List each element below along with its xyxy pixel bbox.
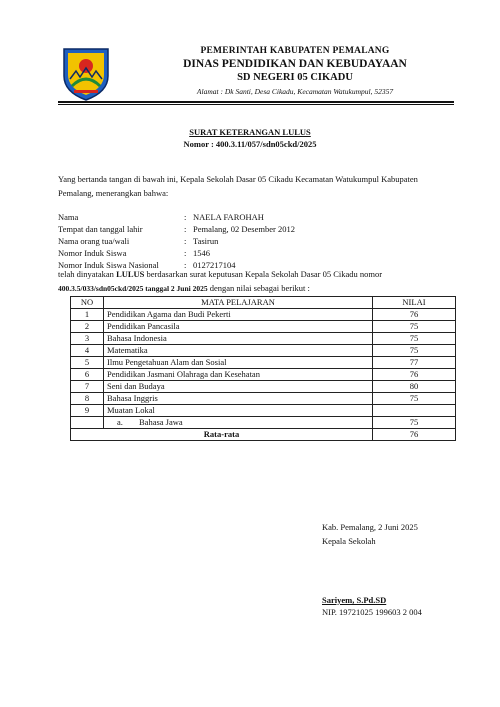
row-subject: Pendidikan Jasmani Olahraga dan Kesehatan bbox=[104, 369, 373, 381]
letterhead-rule-thick bbox=[58, 101, 454, 103]
identity-row-nis bbox=[58, 247, 295, 259]
row-score: 75 bbox=[373, 333, 456, 345]
signature-position: Kepala Sekolah bbox=[322, 536, 376, 546]
row-subject: Ilmu Pengetahuan Alam dan Sosial bbox=[104, 357, 373, 369]
row-score: 77 bbox=[373, 357, 456, 369]
identity-label: Nama orang tua/wali bbox=[58, 236, 130, 246]
row-no: 2 bbox=[71, 321, 104, 333]
sub-subject: Bahasa Jawa bbox=[139, 417, 183, 427]
letterhead-address: Alamat : Dk Santi, Desa Cikadu, Kecamatan Watukumpul, 52357 bbox=[196, 87, 394, 96]
signature-name: Sariyem, S.Pd.SD bbox=[322, 595, 387, 605]
identity-label: Nomor Induk Siswa bbox=[58, 248, 127, 258]
identity-list bbox=[58, 211, 295, 271]
identity-value: 1546 bbox=[193, 248, 210, 258]
row-no: 9 bbox=[71, 405, 104, 417]
letterhead-rule-thin bbox=[58, 104, 454, 105]
table-row bbox=[71, 309, 456, 321]
row-subject: Bahasa Inggris bbox=[104, 393, 373, 405]
document-number: Nomor : 400.3.11/057/sdn05ckd/2025 bbox=[183, 139, 317, 149]
row-subject: Bahasa Indonesia bbox=[104, 333, 373, 345]
identity-colon: : bbox=[184, 236, 187, 246]
identity-row-name bbox=[58, 211, 295, 223]
row-score: 75 bbox=[373, 345, 456, 357]
row-subject: Pendidikan Pancasila bbox=[104, 321, 373, 333]
graduation-statement bbox=[58, 267, 454, 281]
col-header-score: NILAI bbox=[373, 297, 456, 309]
row-score: 75 bbox=[373, 417, 456, 429]
grades-table bbox=[70, 296, 456, 441]
col-header-subject: MATA PELAJARAN bbox=[104, 297, 373, 309]
table-row bbox=[71, 321, 456, 333]
identity-colon: : bbox=[184, 212, 187, 222]
average-score: 76 bbox=[373, 429, 456, 441]
table-row bbox=[71, 405, 456, 417]
decree-number: 400.3.5/033/sdn05ckd/2025 tanggal 2 Juni 2025 bbox=[58, 284, 208, 293]
row-score: 80 bbox=[373, 381, 456, 393]
row-no: 3 bbox=[71, 333, 104, 345]
row-no: 8 bbox=[71, 393, 104, 405]
decree-reference bbox=[58, 281, 454, 296]
table-row bbox=[71, 369, 456, 381]
identity-label: Nomor Induk Siswa Nasional bbox=[58, 260, 159, 270]
sub-letter: a. bbox=[117, 417, 123, 427]
identity-colon: : bbox=[184, 224, 187, 234]
letterhead-school: SD NEGERI 05 CIKADU bbox=[237, 72, 353, 83]
signature-place-date: Kab. Pemalang, 2 Juni 2025 bbox=[322, 522, 418, 532]
identity-colon: : bbox=[184, 260, 187, 270]
row-score: 75 bbox=[373, 321, 456, 333]
statement-text-1: telah dinyatakan bbox=[58, 269, 117, 279]
letterhead-department: DINAS PENDIDIKAN DAN KEBUDAYAAN bbox=[183, 58, 407, 70]
row-score bbox=[373, 405, 456, 417]
table-row bbox=[71, 381, 456, 393]
table-row bbox=[71, 333, 456, 345]
row-no: 7 bbox=[71, 381, 104, 393]
identity-value: Tasirun bbox=[193, 236, 219, 246]
identity-row-birth bbox=[58, 223, 295, 235]
row-no: 6 bbox=[71, 369, 104, 381]
col-header-no: NO bbox=[71, 297, 104, 309]
row-subject: Muatan Lokal bbox=[104, 405, 373, 417]
identity-value: 0127217104 bbox=[193, 260, 236, 270]
row-subject: Pendidikan Agama dan Budi Pekerti bbox=[104, 309, 373, 321]
table-subrow bbox=[71, 417, 456, 429]
identity-value: NAELA FAROHAH bbox=[193, 212, 264, 222]
row-subject: Matematika bbox=[104, 345, 373, 357]
statement-text-2: berdasarkan surat keputusan Kepala Sekolah Dasar 05 Cikadu nomor bbox=[144, 269, 383, 279]
row-no: 5 bbox=[71, 357, 104, 369]
identity-label: Tempat dan tanggal lahir bbox=[58, 224, 143, 234]
table-row bbox=[71, 357, 456, 369]
statement-result: LULUS bbox=[116, 269, 145, 279]
grades-header-row bbox=[71, 297, 456, 309]
row-no: 1 bbox=[71, 309, 104, 321]
decree-rest: dengan nilai sebagai berikut : bbox=[207, 283, 310, 293]
identity-colon: : bbox=[184, 248, 187, 258]
row-score: 76 bbox=[373, 309, 456, 321]
letterhead-government: PEMERINTAH KABUPATEN PEMALANG bbox=[200, 46, 390, 56]
intro-paragraph: Yang bertanda tangan di bawah ini, Kepala Sekolah Dasar 05 Cikadu Kecamatan Watukumpul Kabupaten Pemalang, menerangkan bahwa: bbox=[58, 174, 418, 198]
pemalang-regency-emblem-icon bbox=[60, 46, 112, 102]
document-title: SURAT KETERANGAN LULUS bbox=[189, 127, 311, 137]
signature-nip: NIP. 19721025 199603 2 004 bbox=[322, 607, 422, 617]
row-score: 75 bbox=[373, 393, 456, 405]
identity-row-parent bbox=[58, 235, 295, 247]
row-subject: Seni dan Budaya bbox=[104, 381, 373, 393]
average-label: Rata-rata bbox=[71, 429, 373, 441]
identity-value: Pemalang, 02 Desember 2012 bbox=[193, 224, 295, 234]
row-no: 4 bbox=[71, 345, 104, 357]
identity-label: Nama bbox=[58, 212, 79, 222]
row-no-empty bbox=[71, 417, 104, 429]
row-score: 76 bbox=[373, 369, 456, 381]
table-row bbox=[71, 345, 456, 357]
row-subject-sub bbox=[104, 417, 373, 429]
average-row bbox=[71, 429, 456, 441]
table-row bbox=[71, 393, 456, 405]
